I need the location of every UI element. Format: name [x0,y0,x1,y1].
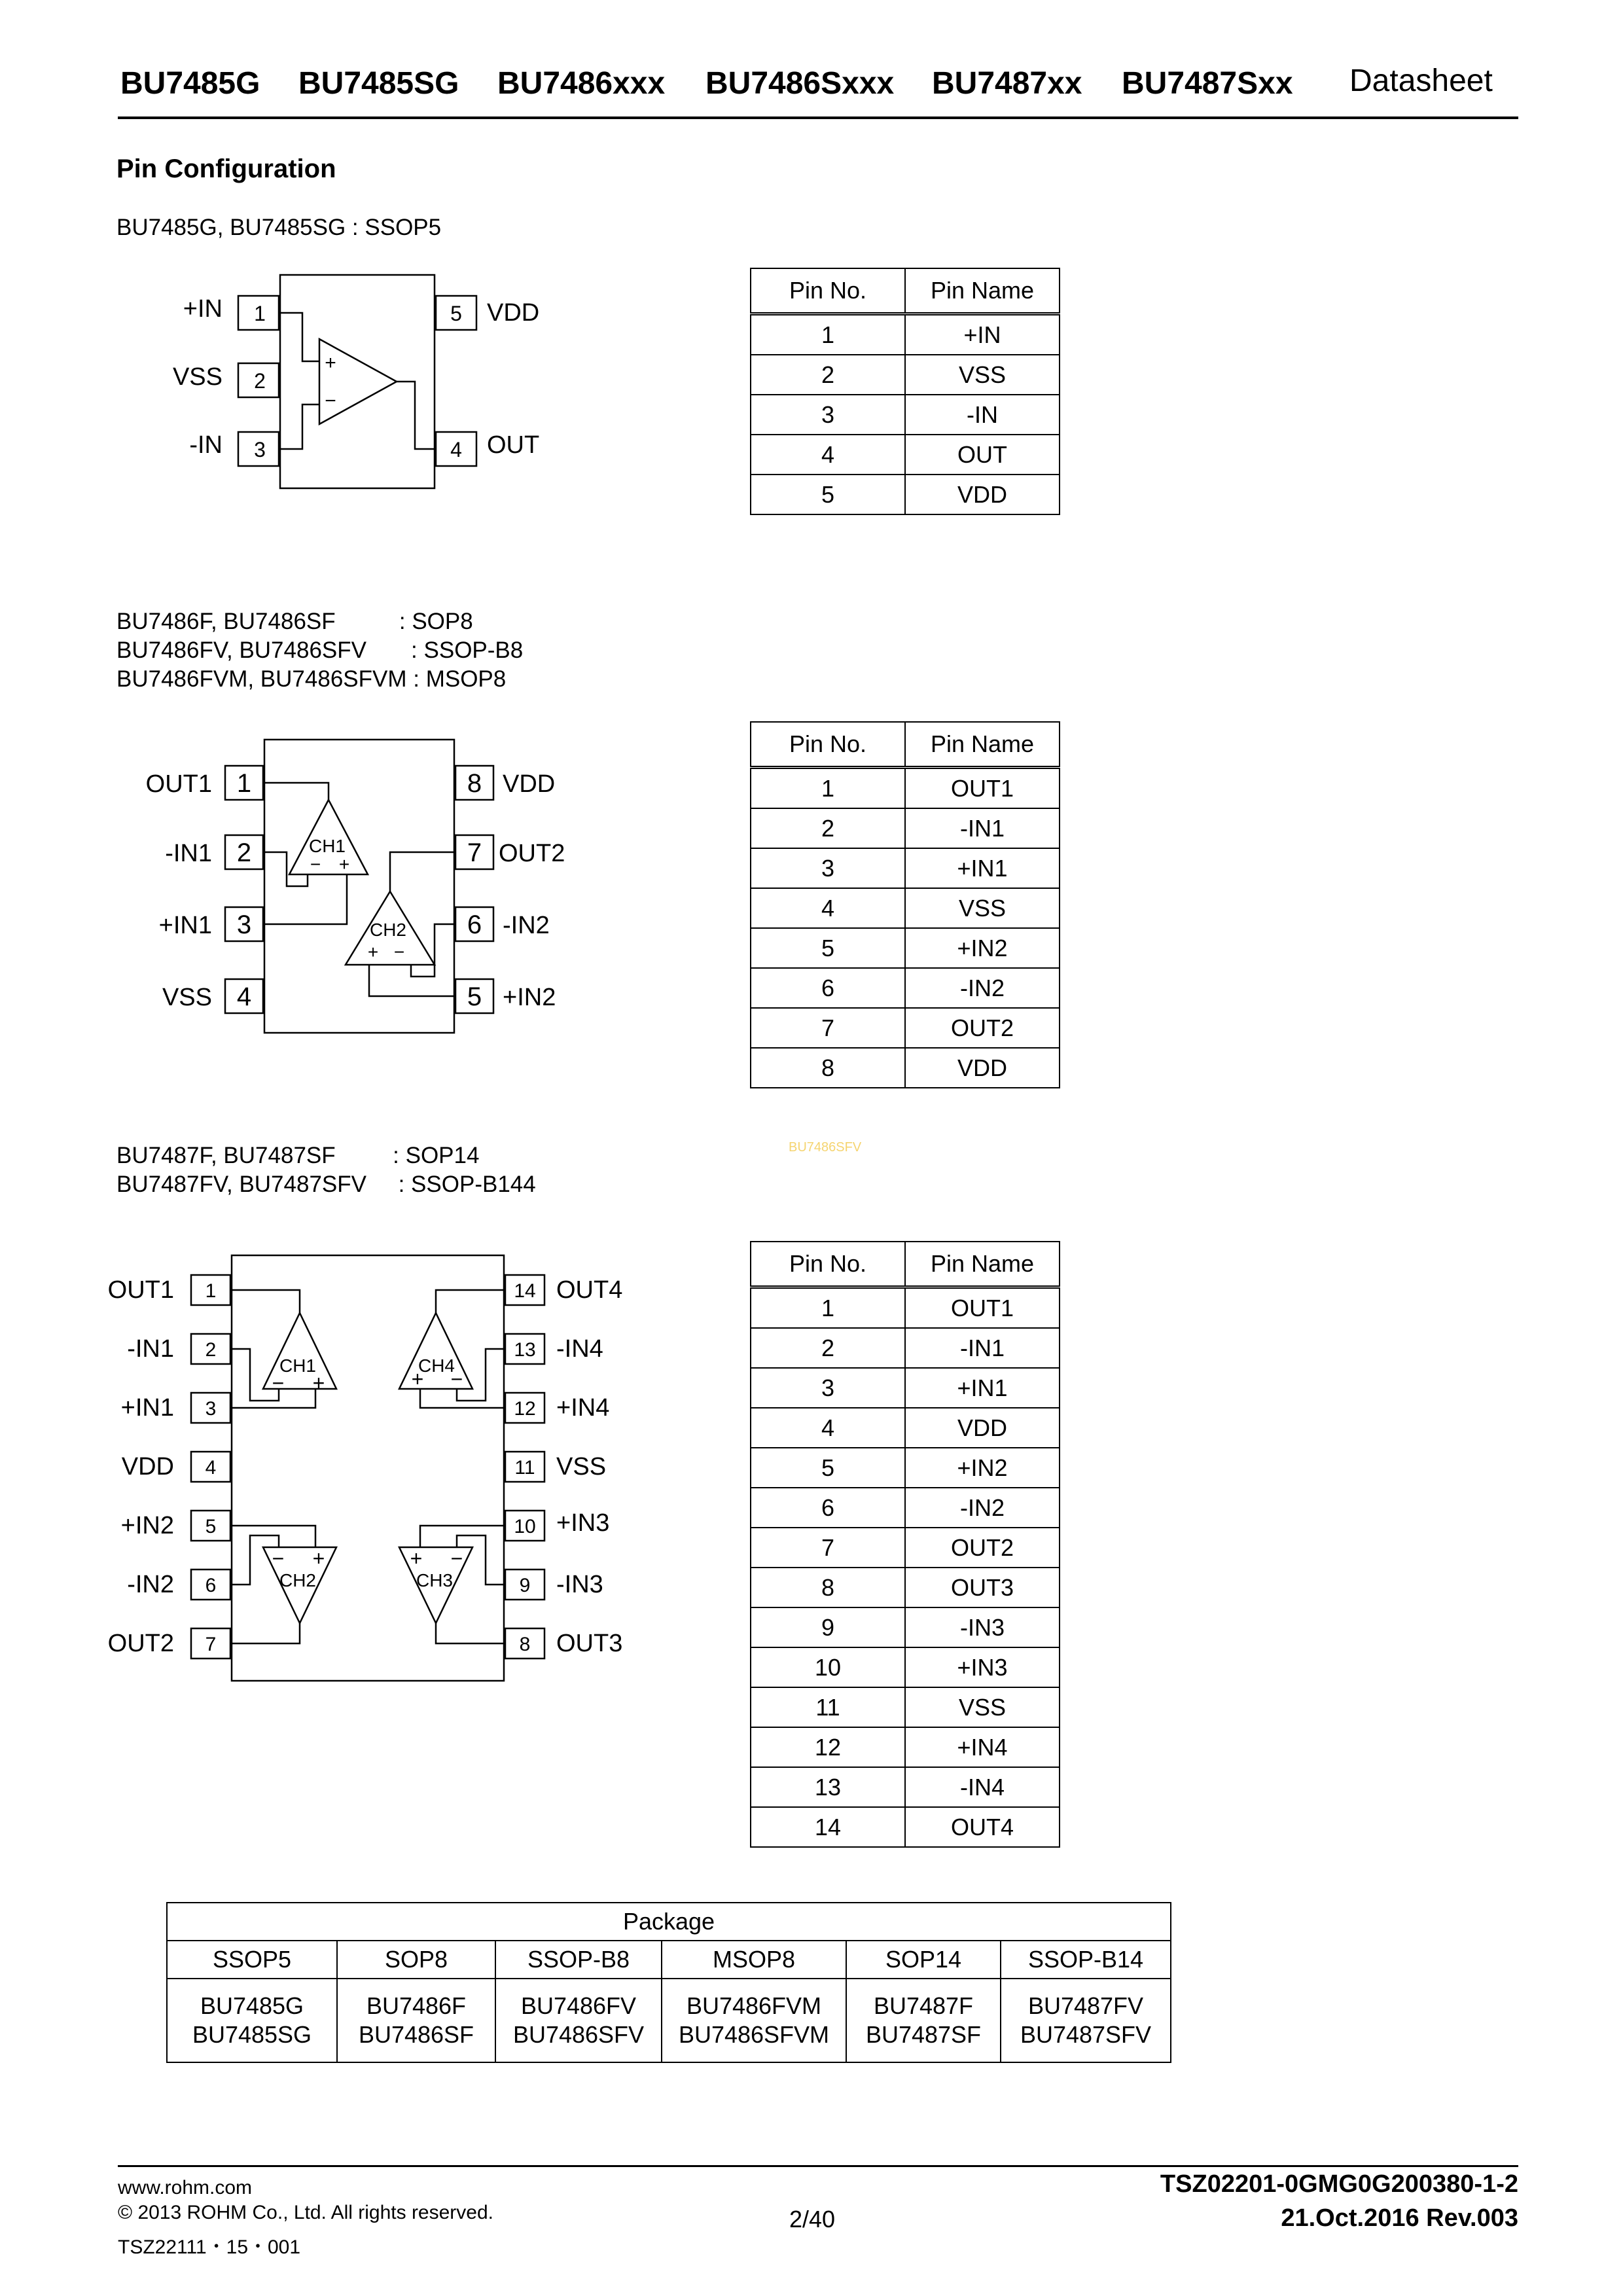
ssop5-pin-4-name: OUT [487,431,540,459]
pin-no: 12 [751,1727,905,1767]
sop8-pin-2-name: -IN1 [165,840,212,867]
table-row [751,1807,1060,1847]
package-name: SSOP5 [167,1941,337,1979]
package-name: SOP14 [846,1941,1001,1979]
header-part-6: BU7487Sxx [1122,66,1293,101]
sop8-pin-8-no: 8 [467,769,482,798]
sop14-table-header-no: Pin No. [751,1242,905,1287]
pin-name: VSS [905,1687,1060,1727]
pin-no: 2 [751,808,905,848]
pin-name: -IN2 [905,968,1060,1008]
pin-no: 8 [751,1568,905,1607]
pin-no: 5 [751,928,905,968]
pin-name: -IN4 [905,1767,1060,1807]
pin-name: +IN3 [905,1647,1060,1687]
footer-copyright: © 2013 ROHM Co., Ltd. All rights reserved. [118,2202,493,2223]
sop14-pin-5-no: 5 [205,1516,217,1537]
pin-name: OUT2 [905,1008,1060,1048]
sop14-pin-10-name: +IN3 [556,1509,610,1537]
header-part-5: BU7487xx [932,66,1082,101]
sop8-table-header-name: Pin Name [905,722,1060,768]
table-row [751,1408,1060,1448]
sop8-label-2: BU7486FV, BU7486SFV : SSOP-B8 [116,637,524,663]
ssop5-table-header-name: Pin Name [905,268,1060,314]
sop14-pin-12-no: 12 [514,1398,536,1420]
table-row [751,435,1060,475]
pin-name: -IN1 [905,1328,1060,1368]
table-row [751,1528,1060,1568]
header-doc-type: Datasheet [1349,63,1493,98]
sop8-pin-table [750,721,1060,1088]
pin-no: 5 [751,1448,905,1488]
part-number: BU7487FV [1027,1992,1144,2019]
sop8-pin-1-no: 1 [236,769,252,798]
sop8-label-3: BU7486FVM, BU7486SFVM : MSOP8 [116,666,507,692]
pin-no: 1 [751,1287,905,1329]
header-part-3: BU7486xxx [497,66,666,101]
part-number: BU7486SFV [512,2021,645,2048]
package-parts [662,1979,846,2062]
pin-name: VDD [905,1048,1060,1088]
sop14-pin-1-name: OUT1 [107,1276,174,1304]
part-number: BU7485SG [192,2021,312,2048]
pin-name: -IN3 [905,1607,1060,1647]
part-number: BU7486FVM [686,1992,822,2019]
part-number: BU7485G [200,1992,304,2019]
table-row [751,1647,1060,1687]
pin-name: +IN1 [905,848,1060,888]
package-parts [846,1979,1001,2062]
table-row [751,1048,1060,1088]
table-row [751,355,1060,395]
pin-name: +IN1 [905,1368,1060,1408]
pin-no: 2 [751,1328,905,1368]
part-number: BU7487SF [865,2021,982,2048]
sop14-ch4-plus: + [411,1367,424,1391]
sop14-ch3-label: CH3 [416,1570,454,1590]
sop14-pin-6-no: 6 [205,1575,217,1596]
pin-no: 1 [751,314,905,355]
sop14-ch2-minus: − [272,1547,285,1570]
pin-no: 11 [751,1687,905,1727]
sop8-pin-5-name: +IN2 [503,984,556,1011]
footer-website-link[interactable]: www.rohm.com [118,2177,253,2198]
table-row [751,1008,1060,1048]
ssop5-table-header-no: Pin No. [751,268,905,314]
sop8-pin-2-no: 2 [236,838,252,867]
sop14-pin-3-no: 3 [205,1398,217,1420]
sop8-pin-7-no: 7 [467,838,482,867]
table-row [751,395,1060,435]
pin-name: VSS [905,888,1060,928]
table-row [751,808,1060,848]
ssop5-pin-1-no: 1 [254,302,266,325]
pin-name: OUT3 [905,1568,1060,1607]
table-row [751,1767,1060,1807]
pin-no: 2 [751,355,905,395]
pin-name: +IN [905,314,1060,355]
sop14-ch1-minus: − [272,1371,285,1395]
page-number: 2/40 [789,2206,836,2233]
part-number: BU7486FV [520,1992,637,2019]
pin-no: 13 [751,1767,905,1807]
pin-no: 6 [751,968,905,1008]
pin-no: 7 [751,1008,905,1048]
pin-no: 4 [751,435,905,475]
pin-no: 9 [751,1607,905,1647]
table-row [751,928,1060,968]
footer-rule [118,2165,1518,2167]
part-number: BU7486F [366,1992,467,2019]
sop14-pin-2-no: 2 [205,1339,217,1361]
ssop5-pin-3-no: 3 [254,438,266,461]
table-row [751,1727,1060,1767]
sop14-pin-diagram [0,0,720,1767]
ssop5-pin-2-name: VSS [172,363,223,391]
pin-no: 8 [751,1048,905,1088]
sop8-pin-6-no: 6 [467,910,482,939]
pin-no: 5 [751,475,905,514]
footer-doc-number: TSZ02201-0GMG0G200380-1-2 [1160,2170,1518,2198]
sop14-pin-6-name: -IN2 [127,1571,174,1598]
package-parts [1001,1979,1171,2062]
package-name: SSOP-B14 [1001,1941,1171,1979]
sop14-pin-table [750,1241,1060,1848]
ssop5-pin-1-name: +IN [183,295,223,323]
package-parts [495,1979,662,2062]
sop14-pin-9-name: -IN3 [556,1571,603,1598]
sop14-pin-12-name: +IN4 [556,1394,610,1422]
ssop5-pin-3-name: -IN [189,431,223,459]
sop14-ch4-label: CH4 [418,1355,455,1376]
pin-name: OUT2 [905,1528,1060,1568]
sop8-pin-4-no: 4 [236,982,252,1011]
table-row [751,888,1060,928]
pin-name: -IN [905,395,1060,435]
sop14-pin-3-name: +IN1 [120,1394,174,1422]
pin-no: 4 [751,1408,905,1448]
part-number: BU7487F [873,1992,974,2019]
sop14-pin-4-no: 4 [205,1457,217,1479]
pin-no: 4 [751,888,905,928]
pin-no: 3 [751,1368,905,1408]
sop8-ch2-plus: + [367,942,379,962]
sop14-label-1: BU7487F, BU7487SF : SOP14 [116,1143,480,1168]
table-row [751,1328,1060,1368]
pin-name: VDD [905,1408,1060,1448]
sop14-pin-14-no: 14 [514,1280,536,1302]
pin-name: VDD [905,475,1060,514]
sop14-ch2-label: CH2 [279,1570,317,1590]
sop8-pin-3-name: +IN1 [158,912,212,939]
part-number: BU7486SFVM [678,2021,830,2048]
sop8-pin-7-name: OUT2 [499,840,565,867]
sop8-pin-4-name: VSS [162,984,212,1011]
footer-revision: 21.Oct.2016 Rev.003 [1281,2204,1518,2232]
table-row [751,314,1060,355]
pin-no: 10 [751,1647,905,1687]
sop8-pin-8-name: VDD [503,770,556,798]
sop14-ch3-minus: − [450,1547,463,1570]
pin-name: OUT1 [905,768,1060,809]
sop14-pin-10-no: 10 [514,1516,536,1537]
pin-no: 6 [751,1488,905,1528]
sop14-ch1-plus: + [312,1371,325,1395]
sop14-ch2-plus: + [312,1547,325,1570]
table-row [751,768,1060,809]
package-name: SOP8 [337,1941,495,1979]
table-row [751,1287,1060,1329]
table-row [751,1448,1060,1488]
sop8-label-1: BU7486F, BU7486SF : SOP8 [116,609,473,634]
ssop5-pin-4-no: 4 [450,438,462,461]
pin-no: 7 [751,1528,905,1568]
sop14-pin-4-name: VDD [121,1453,174,1480]
package-name: MSOP8 [662,1941,846,1979]
table-row [751,475,1060,514]
pin-name: -IN1 [905,808,1060,848]
package-table-title: Package [167,1903,1171,1941]
sop14-pin-1-no: 1 [205,1280,217,1302]
pin-name: VSS [905,355,1060,395]
sop14-pin-14-name: OUT4 [556,1276,623,1304]
ssop5-pin-5-name: VDD [487,299,540,327]
ssop5-pin-2-no: 2 [254,369,266,393]
sop8-ch2-minus: − [393,942,405,962]
ssop5-opamp-minus: − [325,390,336,412]
pin-name: OUT [905,435,1060,475]
sop8-ch1-label: CH1 [308,836,346,856]
sop14-pin-8-name: OUT3 [556,1630,623,1657]
table-row [751,968,1060,1008]
pin-name: OUT1 [905,1287,1060,1329]
footer-doc-code: TSZ22111・15・001 [118,2236,301,2258]
table-row [751,1607,1060,1647]
sop14-pin-8-no: 8 [519,1634,531,1655]
ssop5-label: BU7485G, BU7485SG : SSOP5 [116,215,442,240]
pin-name: -IN2 [905,1488,1060,1528]
sop14-pin-13-name: -IN4 [556,1335,603,1363]
pin-name: +IN2 [905,928,1060,968]
header-part-1: BU7485G [120,66,260,101]
pin-no: 1 [751,768,905,809]
sop8-table-header-no: Pin No. [751,722,905,768]
sop14-pin-7-no: 7 [205,1634,217,1655]
ssop5-opamp-plus: + [325,352,336,374]
sop8-pin-5-no: 5 [467,982,482,1011]
section-title: Pin Configuration [116,154,336,183]
sop14-ch1-label: CH1 [279,1355,317,1376]
pin-name: +IN4 [905,1727,1060,1767]
pin-no: 3 [751,395,905,435]
sop14-label-2: BU7487FV, BU7487SFV : SSOP-B144 [116,1172,536,1197]
sop14-pin-7-name: OUT2 [107,1630,174,1657]
sop14-pin-11-name: VSS [556,1453,607,1480]
sop14-pin-2-name: -IN1 [127,1335,174,1363]
sop8-pin-1-name: OUT1 [145,770,212,798]
sop8-ch1-plus: + [338,854,350,874]
pin-name: +IN2 [905,1448,1060,1488]
table-row [751,1488,1060,1528]
pin-name: OUT4 [905,1807,1060,1847]
package-name: SSOP-B8 [495,1941,662,1979]
sop14-ch3-plus: + [410,1547,423,1570]
table-row [751,848,1060,888]
sop8-ch2-label: CH2 [369,920,407,940]
part-number: BU7486SF [358,2021,474,2048]
sop14-pin-11-no: 11 [514,1457,535,1479]
sop14-table-header-name: Pin Name [905,1242,1060,1287]
header-part-4: BU7486Sxxx [705,66,895,101]
pin-no: 14 [751,1807,905,1847]
table-row [751,1368,1060,1408]
sop14-pin-13-no: 13 [514,1339,536,1361]
header-part-2: BU7485SG [298,66,459,101]
sop14-pin-5-name: +IN2 [120,1512,174,1539]
sop8-pin-3-no: 3 [236,910,252,939]
table-row [751,1687,1060,1727]
table-row [751,1568,1060,1607]
package-table [166,1902,1171,2063]
sop14-ch4-minus: − [450,1367,463,1391]
package-parts [167,1979,337,2062]
ssop5-pin-table [750,268,1060,515]
pin-no: 3 [751,848,905,888]
sop8-ch1-minus: − [310,854,321,874]
package-parts [337,1979,495,2062]
ssop5-pin-5-no: 5 [450,302,462,325]
part-number: BU7487SFV [1020,2021,1152,2048]
sop8-pin-6-name: -IN2 [503,912,550,939]
sop14-pin-9-no: 9 [519,1575,531,1596]
watermark: BU7486SFV [789,1140,862,1155]
